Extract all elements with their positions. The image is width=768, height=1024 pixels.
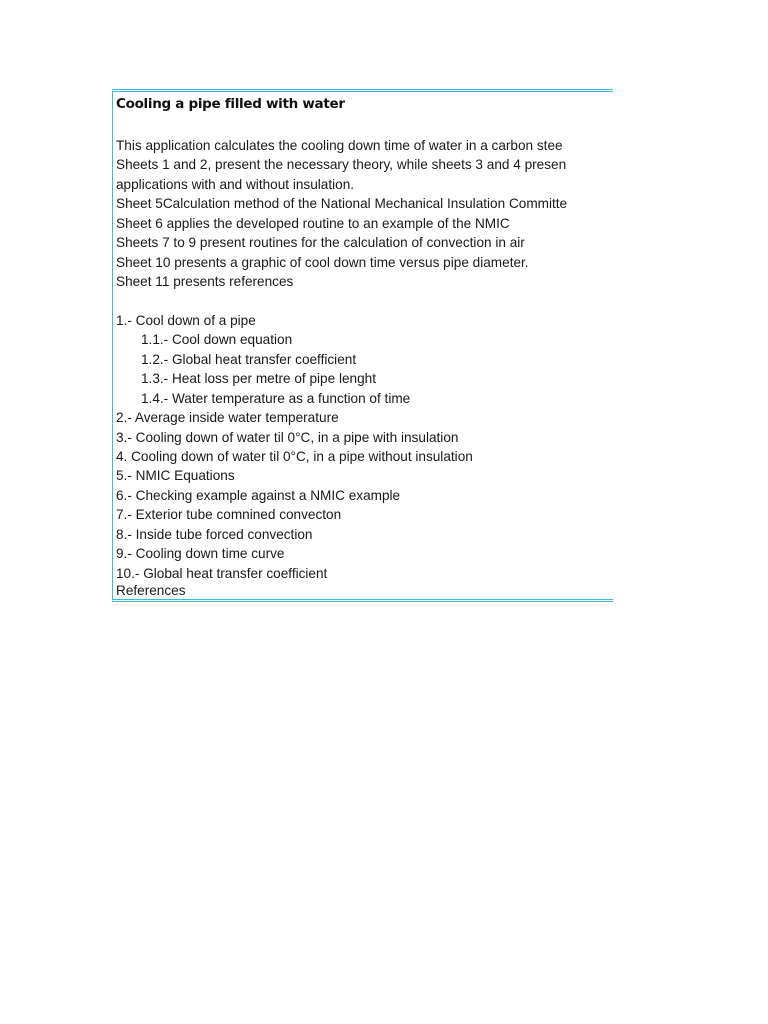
contents-item: 3.- Cooling down of water til 0°C, in a pipe with insulation — [116, 429, 459, 445]
contents-subitem: 1.2.- Global heat transfer coefficient — [141, 351, 357, 367]
intro-line: Sheets 1 and 2, present the necessary theory, while sheets 3 and 4 presen — [116, 157, 567, 173]
contents-item: 8.- Inside tube forced convection — [116, 526, 313, 542]
references-label: References — [116, 583, 186, 598]
contents-subitem: 1.4.- Water temperature as a function of time — [141, 390, 411, 406]
intro-line: Sheet 10 presents a graphic of cool down time versus pipe diameter. — [116, 254, 529, 270]
contents-item: 9.- Cooling down time curve — [116, 546, 285, 562]
intro-line: applications with and without insulation. — [116, 176, 355, 192]
blank-line — [116, 292, 567, 311]
contents-item: 5.- NMIC Equations — [116, 468, 235, 484]
intro-line: Sheet 5Calculation method of the National Mechanical Insulation Committe — [116, 196, 568, 212]
contents-subitem: 1.3.- Heat loss per metre of pipe lenght — [141, 371, 376, 387]
contents-item: 10.- Global heat transfer coefficient — [116, 565, 328, 581]
contents-item: 6.- Checking example against a NMIC example — [116, 487, 401, 503]
intro-line: Sheet 11 presents references — [116, 274, 294, 290]
intro-line: Sheet 6 applies the developed routine to an example of the NMIC — [116, 215, 510, 231]
contents-item: 1.- Cool down of a pipe — [116, 312, 256, 328]
document-sheet — [112, 89, 613, 602]
contents-subitem: 1.1.- Cool down equation — [141, 332, 293, 348]
contents-item: 4. Cooling down of water til 0°C, in a pipe without insulation — [116, 449, 473, 464]
document-title: Cooling a pipe filled with water — [116, 96, 345, 112]
intro-line: Sheets 7 to 9 present routines for the calculation of convection in air — [116, 235, 525, 251]
contents-item: 7.- Exterior tube comnined convecton — [116, 507, 342, 523]
intro-line: This application calculates the cooling down time of water in a carbon stee — [116, 138, 563, 153]
document-body — [116, 136, 567, 583]
contents-item: 2.- Average inside water temperature — [116, 410, 339, 426]
